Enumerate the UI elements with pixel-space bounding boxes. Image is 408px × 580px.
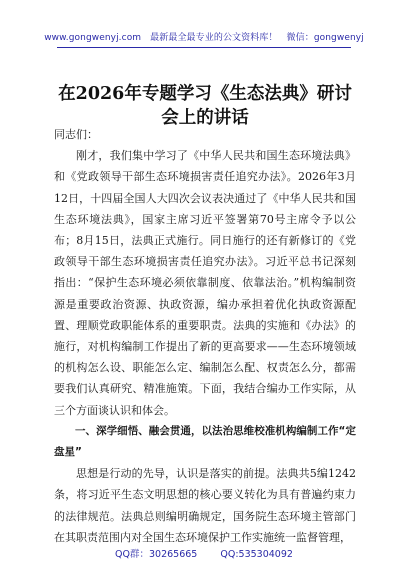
section-heading: 一、深学细悟、融会贯通，以法治思维校准机构编制工作“定盘星” [54,424,356,459]
body-paragraph: 刚才，我们集中学习了《中华人民共和国生态环境法典》和《党政领导干部生态环境损害责任追究办法》。2026年3月12日，十四届全国人大四次会议表决通过了《中华人民共和国生态环境法典》，国家主席习近平签署第70号主席令予以公布；8月15日，法典正式施行。同日施行的还有新修订的《党政领导干部生态环境损害责任追究办法》。习近平总书记深刻指出：“保护生态环境必须依靠制度、依靠法治。”机构编制资源是重要政治资源、执政资源，编办承担着优化执政资源配置、理顺党政职能体系的重要职责。法典的实施和《办法》的施行，对机构编制工作提出了新的更高要求——生态环境领域的机构怎么设、职能怎么定、编制怎么配、权责怎么分，都需要我们认真研究、精准施策。下面，我结合编办工作实际，从三个方面谈认识和体会。 [54,149,356,417]
site-url[interactable]: www.gongwenyj.com [44,33,142,43]
site-slogan: 最新最全最专业的公文资料库！ [150,33,278,43]
page-header [0,30,408,43]
document-title: 在2026年专题学习《生态法典》研讨会上的讲话 [58,84,352,128]
salutation: 同志们： [54,128,98,141]
header-divider [57,47,351,48]
page-footer [0,546,408,560]
document-body [54,124,356,548]
wechat-id: 微信：gongwenyj [286,33,364,43]
qq-group: QQ群：30265665 [115,549,198,560]
body-paragraph: 思想是行动的先导，认识是落实的前提。法典共5编1242条，将习近平生态文明思想的核心要义转化为具有普遍约束力的法律规范。法典总则编明确规定，国务院生态环境主管部门在其职责范围内对全国生态环境保护工作实施统一监督管理， [54,467,356,544]
qq-contact: QQ:535304092 [220,549,293,560]
